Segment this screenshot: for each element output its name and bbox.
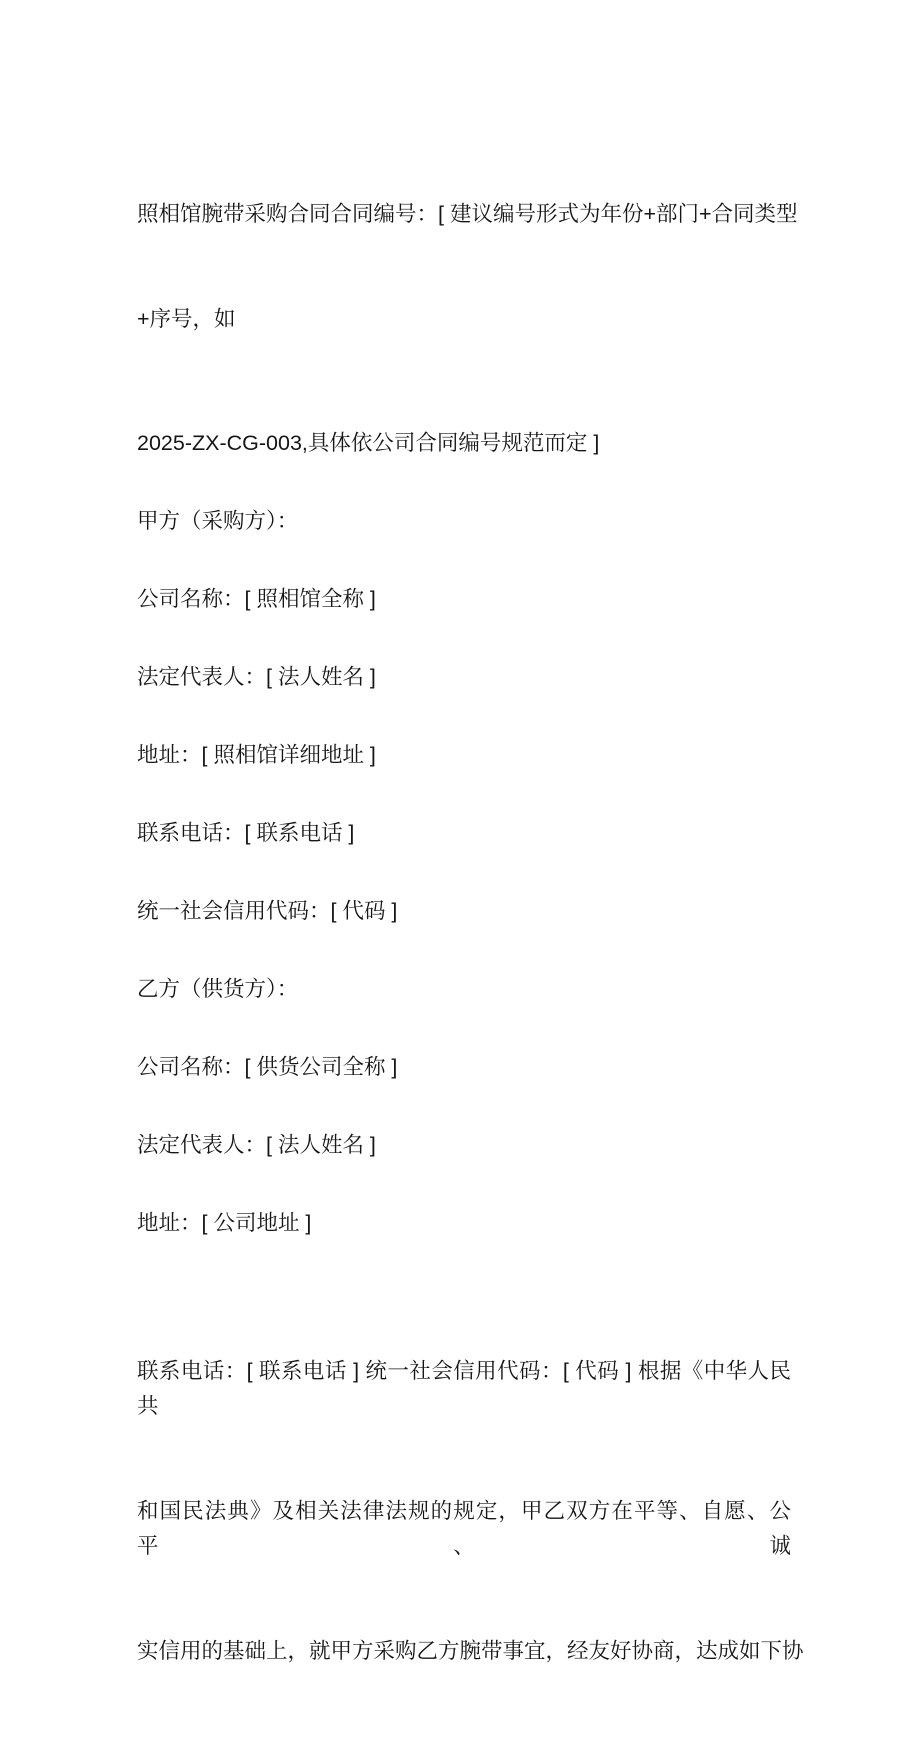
party-b-address: 地址：[ 公司地址 ] bbox=[137, 1211, 312, 1235]
contract-number-example: 2025-ZX-CG-003,具体依公司合同编号规范而定 ] bbox=[137, 431, 600, 455]
contract-document-page bbox=[137, 127, 804, 1739]
preamble-line-1: 联系电话：[ 联系电话 ] 统一社会信用代码：[ 代码 ] 根据《中华人民共 bbox=[137, 1359, 791, 1418]
party-b-heading: 乙方（供货方）： bbox=[137, 977, 299, 1001]
party-a-legal-representative: 法定代表人：[ 法人姓名 ] bbox=[137, 665, 376, 689]
contract-title-line-1: 照相馆腕带采购合同合同编号：[ 建议编号形式为年份+部门+合同类型 bbox=[137, 202, 798, 226]
party-b-company-name: 公司名称：[ 供货公司全称 ] bbox=[137, 1055, 398, 1079]
preamble-line-2: 和国民法典》及相关法律法规的规定，甲乙双方在平等、自愿、公平、诚 bbox=[137, 1499, 791, 1558]
party-a-company-name: 公司名称：[ 照相馆全称 ] bbox=[137, 587, 376, 611]
party-a-address: 地址：[ 照相馆详细地址 ] bbox=[137, 743, 376, 767]
party-b-legal-representative: 法定代表人：[ 法人姓名 ] bbox=[137, 1133, 376, 1157]
preamble-line-3: 实信用的基础上，就甲方采购乙方腕带事宜，经友好协商，达成如下协 bbox=[137, 1639, 804, 1663]
contract-title-paragraph bbox=[137, 127, 798, 407]
preamble-paragraph bbox=[137, 1284, 804, 1739]
party-a-credit-code: 统一社会信用代码：[ 代码 ] bbox=[137, 899, 398, 923]
party-a-heading: 甲方（采购方）： bbox=[137, 509, 299, 533]
contract-title-line-2: +序号，如 bbox=[137, 307, 236, 331]
party-a-phone: 联系电话：[ 联系电话 ] bbox=[137, 821, 355, 845]
